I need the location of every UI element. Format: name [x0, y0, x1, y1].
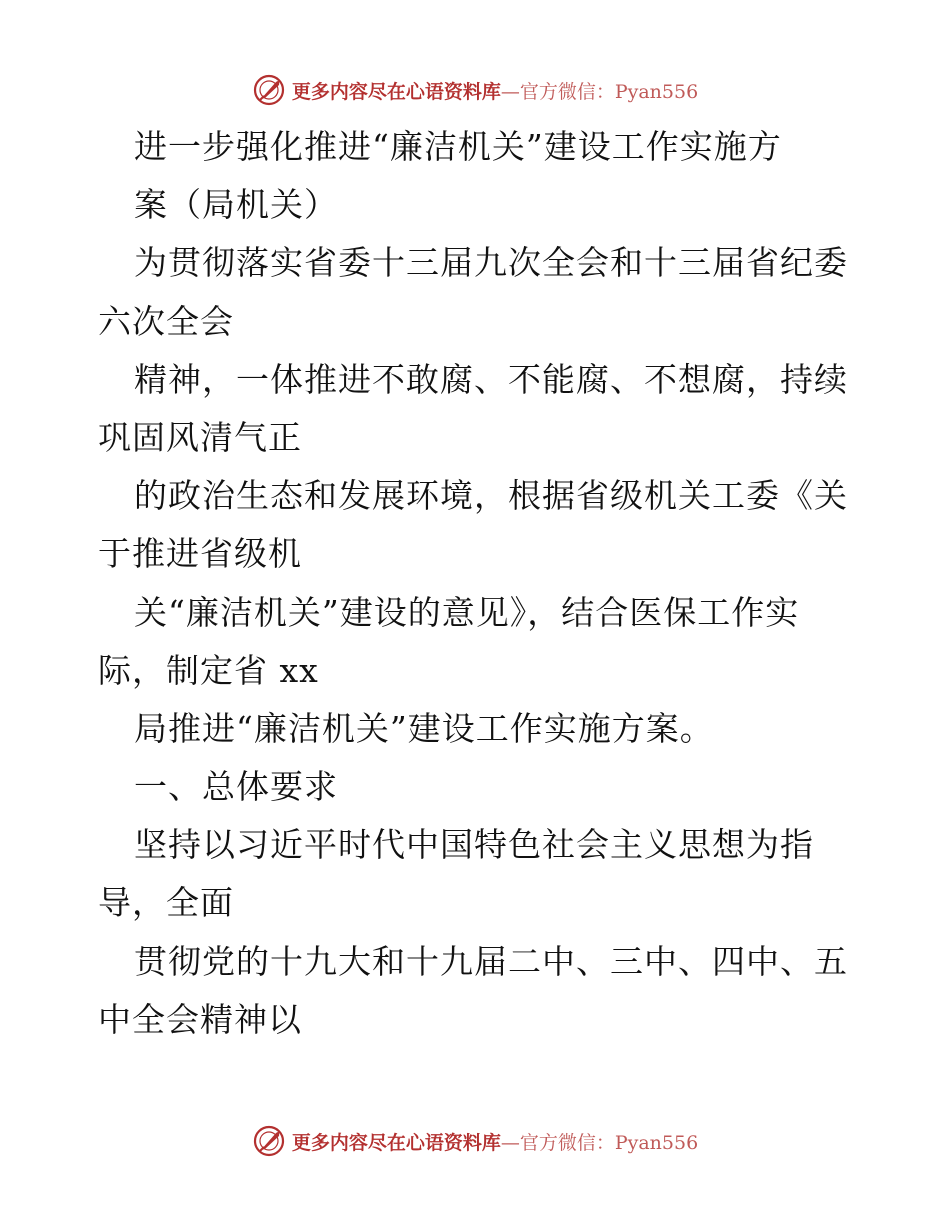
document-line: 贯彻党的十九大和十九届二中、三中、四中、五	[134, 941, 848, 981]
watermark-contact: —官方微信：Pyan556	[500, 1131, 699, 1154]
document-line: 导，全面	[98, 883, 234, 923]
document-line: 进一步强化推进“廉洁机关”建设工作实施方	[134, 127, 782, 166]
watermark-contact: —官方微信：Pyan556	[500, 80, 699, 103]
document-line: 案（局机关）	[134, 185, 338, 225]
document-line: 六次全会	[98, 301, 234, 341]
header-watermark	[0, 70, 950, 110]
document-line: 一、总体要求	[134, 767, 338, 807]
document-line: 关“廉洁机关”建设的意见》，结合医保工作实	[134, 592, 800, 632]
watermark-brand: 更多内容尽在心语资料库	[291, 1131, 501, 1154]
footer-watermark	[0, 1121, 950, 1161]
document-line: 巩固风清气正	[98, 417, 302, 457]
document-line: 际，制定省 xx	[98, 650, 319, 690]
document-line: 精神，一体推进不敢腐、不能腐、不想腐，持续	[134, 359, 848, 399]
feather-pen-logo-icon	[252, 73, 286, 107]
document-line: 为贯彻落实省委十三届九次全会和十三届省纪委	[134, 243, 848, 283]
document-line: 中全会精神以	[98, 999, 302, 1039]
watermark-brand: 更多内容尽在心语资料库	[291, 80, 501, 103]
document-line: 坚持以习近平时代中国特色社会主义思想为指	[134, 825, 814, 865]
document-line: 的政治生态和发展环境，根据省级机关工委《关	[134, 476, 848, 516]
feather-pen-logo-icon	[252, 1124, 286, 1158]
watermark-text	[292, 1128, 698, 1155]
watermark-text	[292, 77, 698, 104]
document-line: 于推进省级机	[98, 534, 302, 574]
document-body	[98, 118, 858, 1049]
document-line: 局推进“廉洁机关”建设工作实施方案。	[134, 708, 714, 748]
